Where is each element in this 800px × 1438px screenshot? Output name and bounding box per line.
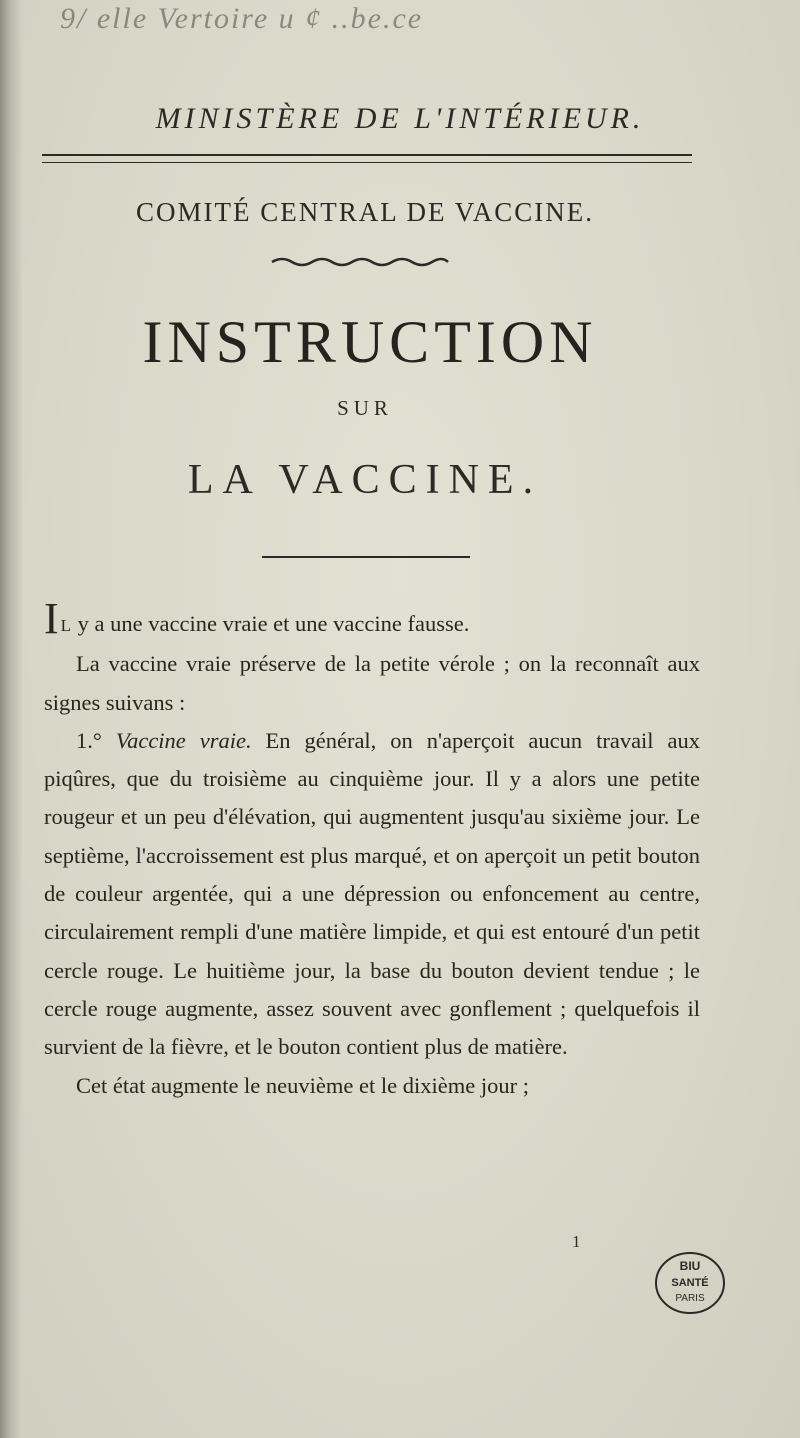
drop-cap: I xyxy=(44,594,59,643)
double-rule-divider xyxy=(42,154,692,163)
committee-heading: COMITÉ CENTRAL DE VACCINE. xyxy=(135,197,594,227)
short-rule-divider xyxy=(262,556,470,558)
document-title: INSTRUCTION xyxy=(142,309,598,375)
paragraph-3-text: En général, on n'aperçoit aucun travail aux piqûres, que du troisième au cinquième jour. Il y a alors une petite rougeur et un peu d'élévation, qui augmentent jusqu'au sixième jour. Le septième, l'accroissement est plus marqué, et on aperçoit un petit bouton de couleur argentée, qui a une dépression ou enfoncement au centre, circulairement rempli d'une matière limpide, et qui est entouré d'un petit cercle rouge. Le huitième jour, la base du bouton devient tendue ; le cercle rouge augmente, assez souvent avec gonflement ; quelquefois il survient de la fièvre, et le bouton contient plus de matière. xyxy=(44,727,700,1060)
section-heading: Vaccine vraie. xyxy=(115,727,252,753)
page-number: 1 xyxy=(572,1232,581,1251)
stamp-line-2: SANTÉ xyxy=(671,1277,709,1289)
stamp-line-3: PARIS xyxy=(675,1293,705,1304)
paragraph-3 xyxy=(44,722,700,1067)
small-caps: L xyxy=(60,616,73,635)
ornament-divider xyxy=(270,254,450,268)
paragraph-1 xyxy=(44,594,700,645)
title-connector: SUR xyxy=(337,396,393,420)
title-subject: LA VACCINE. xyxy=(187,457,543,503)
paragraph-2: La vaccine vraie préserve de la petite vérole ; on la reconnaît aux signes suivans : xyxy=(44,651,700,715)
library-stamp xyxy=(650,1248,730,1318)
paragraph-4: Cet état augmente le neuvième et le dixième jour ; xyxy=(76,1072,529,1098)
section-number: 1.° xyxy=(76,727,116,753)
stamp-line-1: BIU xyxy=(679,1259,701,1273)
body-text xyxy=(44,594,700,1105)
handwritten-annotation: 9/ elle Vertoire u ¢ ..be.ce xyxy=(60,2,424,35)
paragraph-1-text: y a une vaccine vraie et une vaccine fausse. xyxy=(72,611,470,636)
ministry-heading: MINISTÈRE DE L'INTÉRIEUR. xyxy=(155,102,645,135)
